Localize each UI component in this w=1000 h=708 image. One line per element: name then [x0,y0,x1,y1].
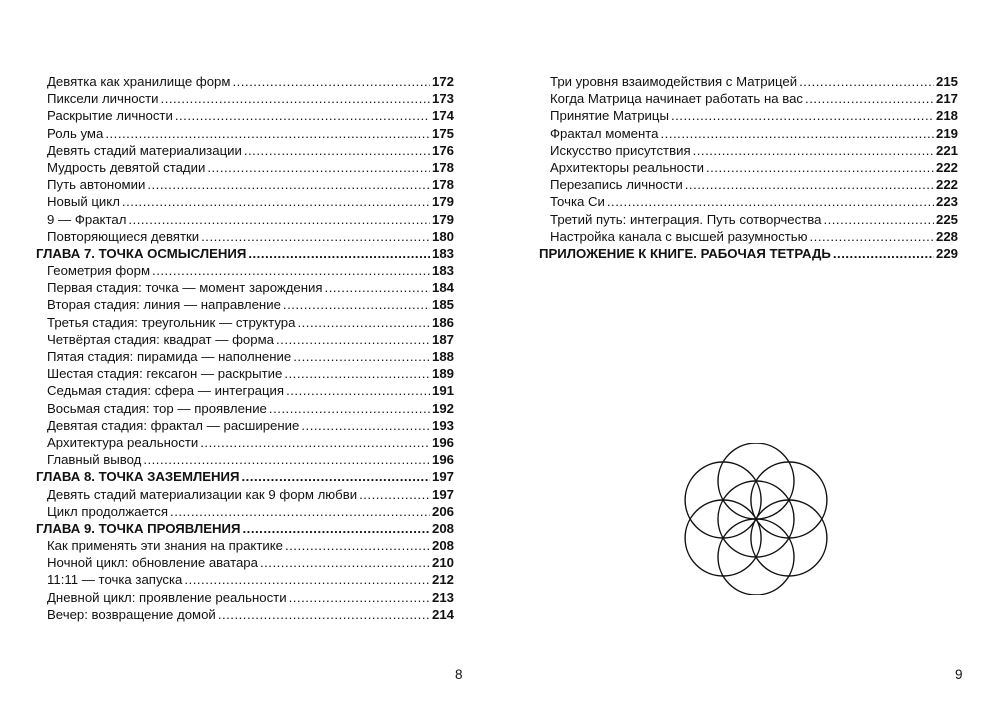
toc-entry-page-number: 221 [935,142,958,158]
toc-entry [36,90,454,107]
toc-entry-title: Искусство присутствия [550,142,691,158]
toc-entry-title: ГЛАВА 9. ТОЧКА ПРОЯВЛЕНИЯ [36,520,241,536]
toc-entry [539,142,958,159]
toc-entry-page-number: 208 [431,520,454,536]
toc-chapter-entry [36,520,454,537]
dot-leader [161,90,430,107]
toc-entry-page-number: 225 [935,211,958,227]
toc-entry [36,451,454,468]
toc-entry-title: Третий путь: интеграция. Путь сотворчества [550,211,822,227]
toc-entry [36,125,454,142]
toc-entry-title: Ночной цикл: обновление аватара [47,555,258,571]
toc-entry [36,176,454,193]
toc-entry-title: Шестая стадия: гексагон — раскрытие [47,366,283,382]
toc-entry-title: Седьмая стадия: сфера — интеграция [47,383,285,399]
toc-entry [36,211,454,228]
toc-entry [36,589,454,606]
toc-entry-page-number: 217 [935,91,958,107]
toc-entry [36,228,454,245]
toc-entry-page-number: 212 [431,572,454,588]
toc-entry-title: Восьмая стадия: тор — проявление [47,400,267,416]
toc-entry [36,554,454,571]
dot-leader [105,125,430,142]
toc-entry-title: Девятая стадия: фрактал — расширение [47,417,300,433]
toc-entry-title: Настройка канала с высшей разумностью [550,228,808,244]
dot-leader [607,193,934,210]
dot-leader [218,606,430,623]
dot-leader [289,589,430,606]
toc-entry-page-number: 188 [431,349,454,364]
toc-entry [539,193,958,210]
dot-leader [122,193,430,210]
toc-entry-page-number: 189 [431,366,454,382]
dot-leader [805,90,934,107]
dot-leader [243,520,430,537]
toc-entry-title: Вечер: возвращение домой [47,606,216,622]
toc-entry-page-number: 192 [431,400,454,416]
toc-entry-title: Точка Си [550,194,605,210]
toc-entry-title: Девять стадий материализации [47,142,242,158]
toc-entry-title: Как применять эти знания на практике [47,538,283,554]
toc-entry-page-number: 218 [935,108,958,124]
toc-chapter-entry [36,245,454,262]
toc-entry-title: Геометрия форм [47,263,151,279]
dot-leader [147,176,430,193]
toc-entry-title: 11:11 — точка запуска [47,572,183,588]
dot-leader [248,245,430,262]
toc-entry-page-number: 197 [431,469,454,485]
dot-leader [184,571,430,588]
dot-leader [671,107,934,124]
toc-entry-title: Архитекторы реальности [550,159,704,175]
toc-entry-title: Девятка как хранилище форм [47,74,231,89]
table-of-contents-left [36,73,454,623]
toc-entry [36,606,454,623]
toc-entry-page-number: 196 [431,434,454,450]
toc-entry [36,142,454,159]
toc-entry-page-number: 185 [431,297,454,313]
toc-entry-page-number: 215 [935,74,958,89]
page-number: 8 [455,667,463,682]
toc-entry-title: Главный вывод [47,452,142,468]
dot-leader [283,296,430,313]
table-of-contents-right [539,73,958,262]
dot-leader [285,537,430,554]
toc-entry [36,503,454,520]
toc-entry [36,537,454,554]
toc-entry-title: Дневной цикл: проявление реальности [47,589,287,605]
toc-entry-title: Путь автономии [47,177,146,193]
toc-entry [539,125,958,142]
toc-entry-title: Пиксели личности [47,91,159,107]
toc-entry-page-number: 219 [935,125,958,141]
dot-leader [297,314,430,331]
dot-leader [293,348,430,365]
page-number: 9 [955,667,963,682]
toc-entry-page-number: 172 [431,74,454,89]
dot-leader [152,262,430,279]
toc-entry [36,279,454,296]
toc-entry-page-number: 191 [431,383,454,399]
toc-entry-page-number: 178 [431,177,454,193]
toc-entry-page-number: 214 [431,606,454,622]
toc-entry-title: Повторяющиеся девятки [47,228,200,244]
dot-leader [200,434,430,451]
toc-entry-title: Вторая стадия: линия — направление [47,297,281,313]
toc-entry-title: ГЛАВА 7. ТОЧКА ОСМЫСЛЕНИЯ [36,245,247,261]
toc-entry [36,296,454,313]
toc-entry [36,434,454,451]
dot-leader [685,176,934,193]
toc-entry [36,331,454,348]
toc-entry-page-number: 186 [431,314,454,330]
toc-entry-title: Когда Матрица начинает работать на вас [550,91,804,107]
dot-leader [359,486,430,503]
toc-entry-page-number: 183 [431,263,454,279]
toc-entry-page-number: 197 [431,486,454,502]
dot-leader [269,400,430,417]
dot-leader [833,245,934,262]
toc-entry-title: Архитектура реальности [47,434,199,450]
toc-entry-page-number: 179 [431,194,454,210]
toc-entry-title: ГЛАВА 8. ТОЧКА ЗАЗЕМЛЕНИЯ [36,469,240,485]
toc-entry-title: Новый цикл [47,194,120,210]
dot-leader [175,107,430,124]
dot-leader [284,365,430,382]
dot-leader [661,125,934,142]
toc-entry [539,107,958,124]
toc-entry-title: Раскрытие личности [47,108,173,124]
toc-entry [36,417,454,434]
dot-leader [286,382,430,399]
toc-entry-page-number: 187 [431,331,454,347]
toc-entry-page-number: 180 [431,228,454,244]
dot-leader [823,211,934,228]
toc-entry-title: Роль ума [47,125,104,141]
toc-entry-page-number: 183 [431,245,454,261]
dot-leader [706,159,934,176]
toc-entry [36,262,454,279]
right-page [500,0,1000,708]
toc-entry-page-number: 193 [431,417,454,433]
dot-leader [301,417,430,434]
toc-entry-title: Пятая стадия: пирамида — наполнение [47,349,292,364]
toc-entry-title: Перезапись личности [550,177,683,193]
toc-entry-page-number: 179 [431,211,454,227]
toc-entry-page-number: 210 [431,555,454,571]
toc-entry-title: Третья стадия: треугольник — структура [47,314,296,330]
toc-entry-page-number: 196 [431,452,454,468]
toc-entry-page-number: 174 [431,108,454,124]
flower-of-life-icon [680,443,832,595]
toc-entry [36,486,454,503]
toc-entry [539,159,958,176]
toc-entry-page-number: 173 [431,91,454,107]
toc-entry-page-number: 229 [935,245,958,261]
dot-leader [799,73,934,90]
toc-entry [36,107,454,124]
toc-entry-page-number: 222 [935,177,958,193]
toc-entry-page-number: 213 [431,589,454,605]
toc-entry-title: Принятие Матрицы [550,108,669,124]
dot-leader [260,554,430,571]
toc-entry [539,176,958,193]
toc-entry-title: 9 — Фрактал [47,211,127,227]
toc-entry-title: Фрактал момента [550,125,659,141]
toc-entry-page-number: 222 [935,159,958,175]
toc-entry-title: Первая стадия: точка — момент зарождения [47,280,323,296]
dot-leader [244,142,430,159]
toc-entry [539,90,958,107]
dot-leader [241,468,430,485]
toc-entry [36,365,454,382]
dot-leader [810,228,934,245]
toc-entry-page-number: 175 [431,125,454,141]
toc-entry [36,571,454,588]
toc-entry [539,73,958,90]
toc-entry [36,348,454,365]
dot-leader [325,279,430,296]
toc-entry [539,228,958,245]
toc-entry [36,193,454,210]
toc-entry-page-number: 206 [431,503,454,519]
toc-entry-page-number: 228 [935,228,958,244]
toc-entry [36,400,454,417]
dot-leader [128,211,430,228]
dot-leader [232,73,430,90]
toc-entry-page-number: 208 [431,538,454,554]
toc-chapter-entry [539,245,958,262]
toc-entry [36,73,454,90]
toc-entry [36,382,454,399]
toc-entry [36,159,454,176]
toc-entry-page-number: 176 [431,142,454,158]
dot-leader [276,331,430,348]
dot-leader [170,503,430,520]
toc-entry-page-number: 223 [935,194,958,210]
toc-entry-title: ПРИЛОЖЕНИЕ К КНИГЕ. РАБОЧАЯ ТЕТРАДЬ [539,245,831,261]
toc-entry-title: Четвёртая стадия: квадрат — форма [47,331,275,347]
toc-chapter-entry [36,468,454,485]
dot-leader [201,228,430,245]
dot-leader [207,159,430,176]
toc-entry-title: Мудрость девятой стадии [47,159,206,175]
toc-entry [539,211,958,228]
toc-entry-page-number: 184 [431,280,454,296]
toc-entry-title: Три уровня взаимодействия с Матрицей [550,74,798,89]
toc-entry [36,314,454,331]
dot-leader [693,142,934,159]
dot-leader [143,451,430,468]
toc-entry-page-number: 178 [431,159,454,175]
toc-entry-title: Цикл продолжается [47,503,169,519]
toc-entry-title: Девять стадий материализации как 9 форм любви [47,486,358,502]
